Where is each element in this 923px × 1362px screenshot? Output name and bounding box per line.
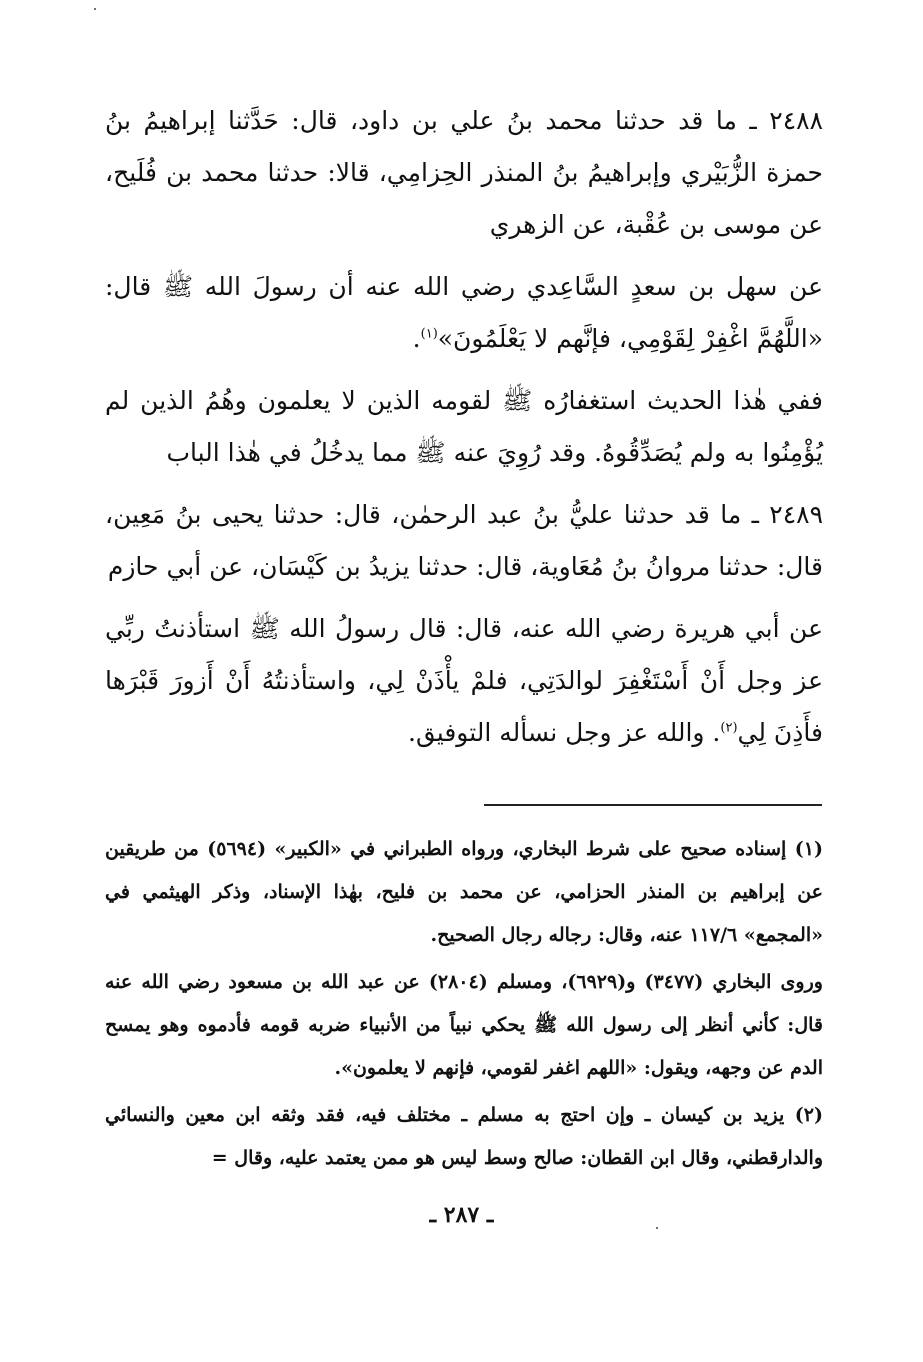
hadith-2489-matn: عن أبي هريرة رضي الله عنه، قال: قال رسولُ الله ﷺ استأذنتُ ربِّي عز وجل أَنْ أَسْتَغْفِرَ لوالدَتِي، فلمْ يأْذَنْ لِي، واستأذنتُهُ أَنْ أَزورَ قَبْرَها فأَذِنَ لِي$^{(٢)}$. والله عز وجل نسأله التوفيق. [105, 614, 823, 747]
scan-speck [656, 1227, 658, 1229]
footnote-1: (١) إسناده صحيح على شرط البخاري، ورواه الطبراني في «الكبير» (٥٦٩٤) من طريقين عن إبراهيم بن المنذر الحزامي، عن محمد بن فليح، بهٰذا الإسناد، وذكر الهيثمي في «المجمع» ١١٧/٦ عنه، وقال: رجاله رجال الصحيح. [105, 838, 823, 946]
footnote-separator [484, 804, 822, 806]
footnote-1-continuation: وروى البخاري (٣٤٧٧) و(٦٩٢٩)، ومسلم (٢٨٠٤) عن عبد الله بن مسعود رضي الله عنه قال: كأني أنظر إلى رسول الله ﷺ يحكي نبياً من الأنبياء ضربه قومه فأدموه وهو يمسح الدم عن وجهه، ويقول: «اللهم اغفر لقومي، فإنهم لا يعلمون». [105, 971, 823, 1079]
footnote-mark-1: (١) [420, 326, 438, 342]
footnote-2: (٢) يزيد بن كيسان ـ وإن احتج به مسلم ـ مختلف فيه، فقد وثقه ابن معين والنسائي والدارقطني، وقال ابن القطان: صالح وسط ليس هو ممن يعتمد عليه، وقال = [105, 1104, 823, 1169]
hadith-2489-matn-text: عن أبي هريرة رضي الله عنه، قال: قال رسولُ الله ﷺ استأذنتُ ربِّي عز وجل أَنْ أَسْتَغْفِرَ لوالدَتِي، فلمْ يأْذَنْ لِي، واستأذنتُهُ أَنْ أَزورَ قَبْرَها فأَذِنَ لِي [105, 614, 823, 747]
scan-speck [94, 8, 96, 10]
hadith-2488-matn-text: عن سهل بن سعدٍ السَّاعِدي رضي الله عنه أن رسولَ الله ﷺ قال: «اللَّهُمَّ اغْفِرْ لِقَوْمِي، فإنَّهم لا يَعْلَمُونَ» [105, 272, 823, 353]
hadith-2489-isnad: ٢٤٨٩ ـ ما قد حدثنا عليُّ بنُ عبد الرحمٰن، قال: حدثنا يحيى بنُ مَعِين، قال: حدثنا مروانُ بنُ مُعَاوية، قال: حدثنا يزيدُ بن كَيْسَان، عن أبي حازم [105, 500, 823, 581]
hadith-2488-isnad: ٢٤٨٨ ـ ما قد حدثنا محمد بنُ علي بن داود، قال: حَدَّثنا إبراهيمُ بنُ حمزة الزُّبَيْري وإبراهيمُ بنُ المنذر الحِزامِي، قالا: حدثنا محمد بن فُلَيح، عن موسى بن عُقْبة، عن الزهري [105, 106, 823, 239]
closing-sentence: والله عز وجل نسأله التوفيق. [408, 718, 705, 747]
footnote-mark-2: (٢) [720, 720, 738, 736]
main-text [105, 95, 823, 759]
hadith-2488-matn: عن سهل بن سعدٍ السَّاعِدي رضي الله عنه أن رسولَ الله ﷺ قال: «اللَّهُمَّ اغْفِرْ لِقَوْمِي، فإنَّهم لا يَعْلَمُونَ»$^{(١)}$. [105, 272, 823, 353]
page-number: ـ ٢٨٧ ـ [429, 1202, 494, 1228]
commentary-paragraph: ففي هٰذا الحديث استغفارُه ﷺ لقومه الذين لا يعلمون وهُمُ الذين لم يُؤْمِنُوا به ولم يُصَدِّقُوهُ. وقد رُوِيَ عنه ﷺ مما يدخُلُ في هٰذا الباب [105, 386, 823, 467]
footnotes [105, 828, 823, 1184]
